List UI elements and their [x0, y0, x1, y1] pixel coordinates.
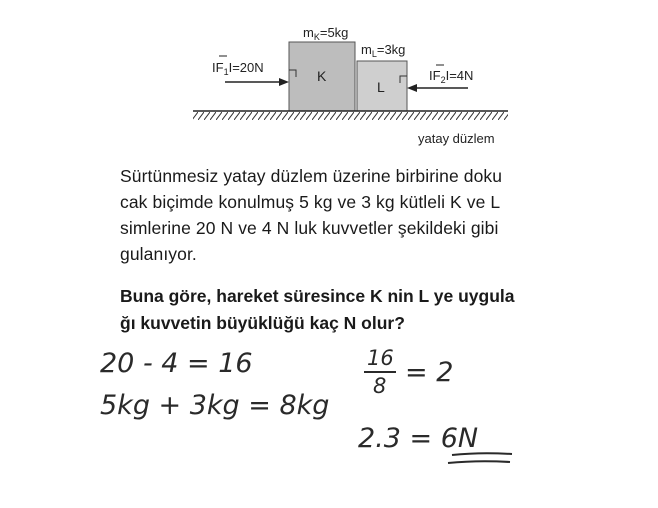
block-l-label: L — [377, 79, 385, 95]
ground-label: yatay düzlem — [418, 131, 495, 146]
hand-line-3: 2.3 = 6N — [358, 423, 479, 454]
hand-fraction-result: = 2 — [405, 357, 454, 388]
answer-underline-2 — [448, 461, 510, 463]
force1-label: $IF_1I=20N$ — [212, 60, 264, 77]
answer-underline-1 — [452, 453, 512, 455]
physics-diagram — [0, 0, 658, 160]
problem-line-1: Sürtünmesiz yatay düzlem üzerine birbirine doku — [120, 166, 503, 186]
problem-line-2: cak biçimde konulmuş 5 kg ve 3 kg kütleli K ve L — [120, 192, 501, 212]
hand-fraction-numerator: 16 — [367, 346, 394, 370]
handwritten-solution — [0, 340, 658, 508]
mass-k-label: $m_K=5kg$ — [303, 25, 349, 42]
problem-line-3: simlerine 20 N ve 4 N luk kuvvetler şekildeki gibi — [120, 218, 499, 238]
question-line-2: ğı kuvvetin büyüklüğü kaç N olur? — [120, 313, 405, 333]
hand-line-2: 5kg + 3kg = 8kg — [100, 390, 330, 421]
question-line-1: Buna göre, hareket süresince K nin L ye uygula — [120, 286, 515, 306]
problem-text — [120, 163, 560, 267]
question-text — [120, 283, 560, 337]
hand-line-1: 20 - 4 = 16 — [100, 348, 253, 379]
block-k-label: K — [317, 68, 327, 84]
hand-fraction-denominator: 8 — [373, 374, 387, 398]
ground-hatch — [193, 112, 508, 120]
mass-l-label: $m_L=3kg$ — [361, 42, 406, 59]
problem-line-4: gulanıyor. — [120, 244, 197, 264]
force2-arrowhead-icon — [407, 84, 417, 92]
force1-arrowhead-icon — [279, 78, 289, 86]
force2-label: $IF_2I=4N$ — [429, 68, 474, 85]
